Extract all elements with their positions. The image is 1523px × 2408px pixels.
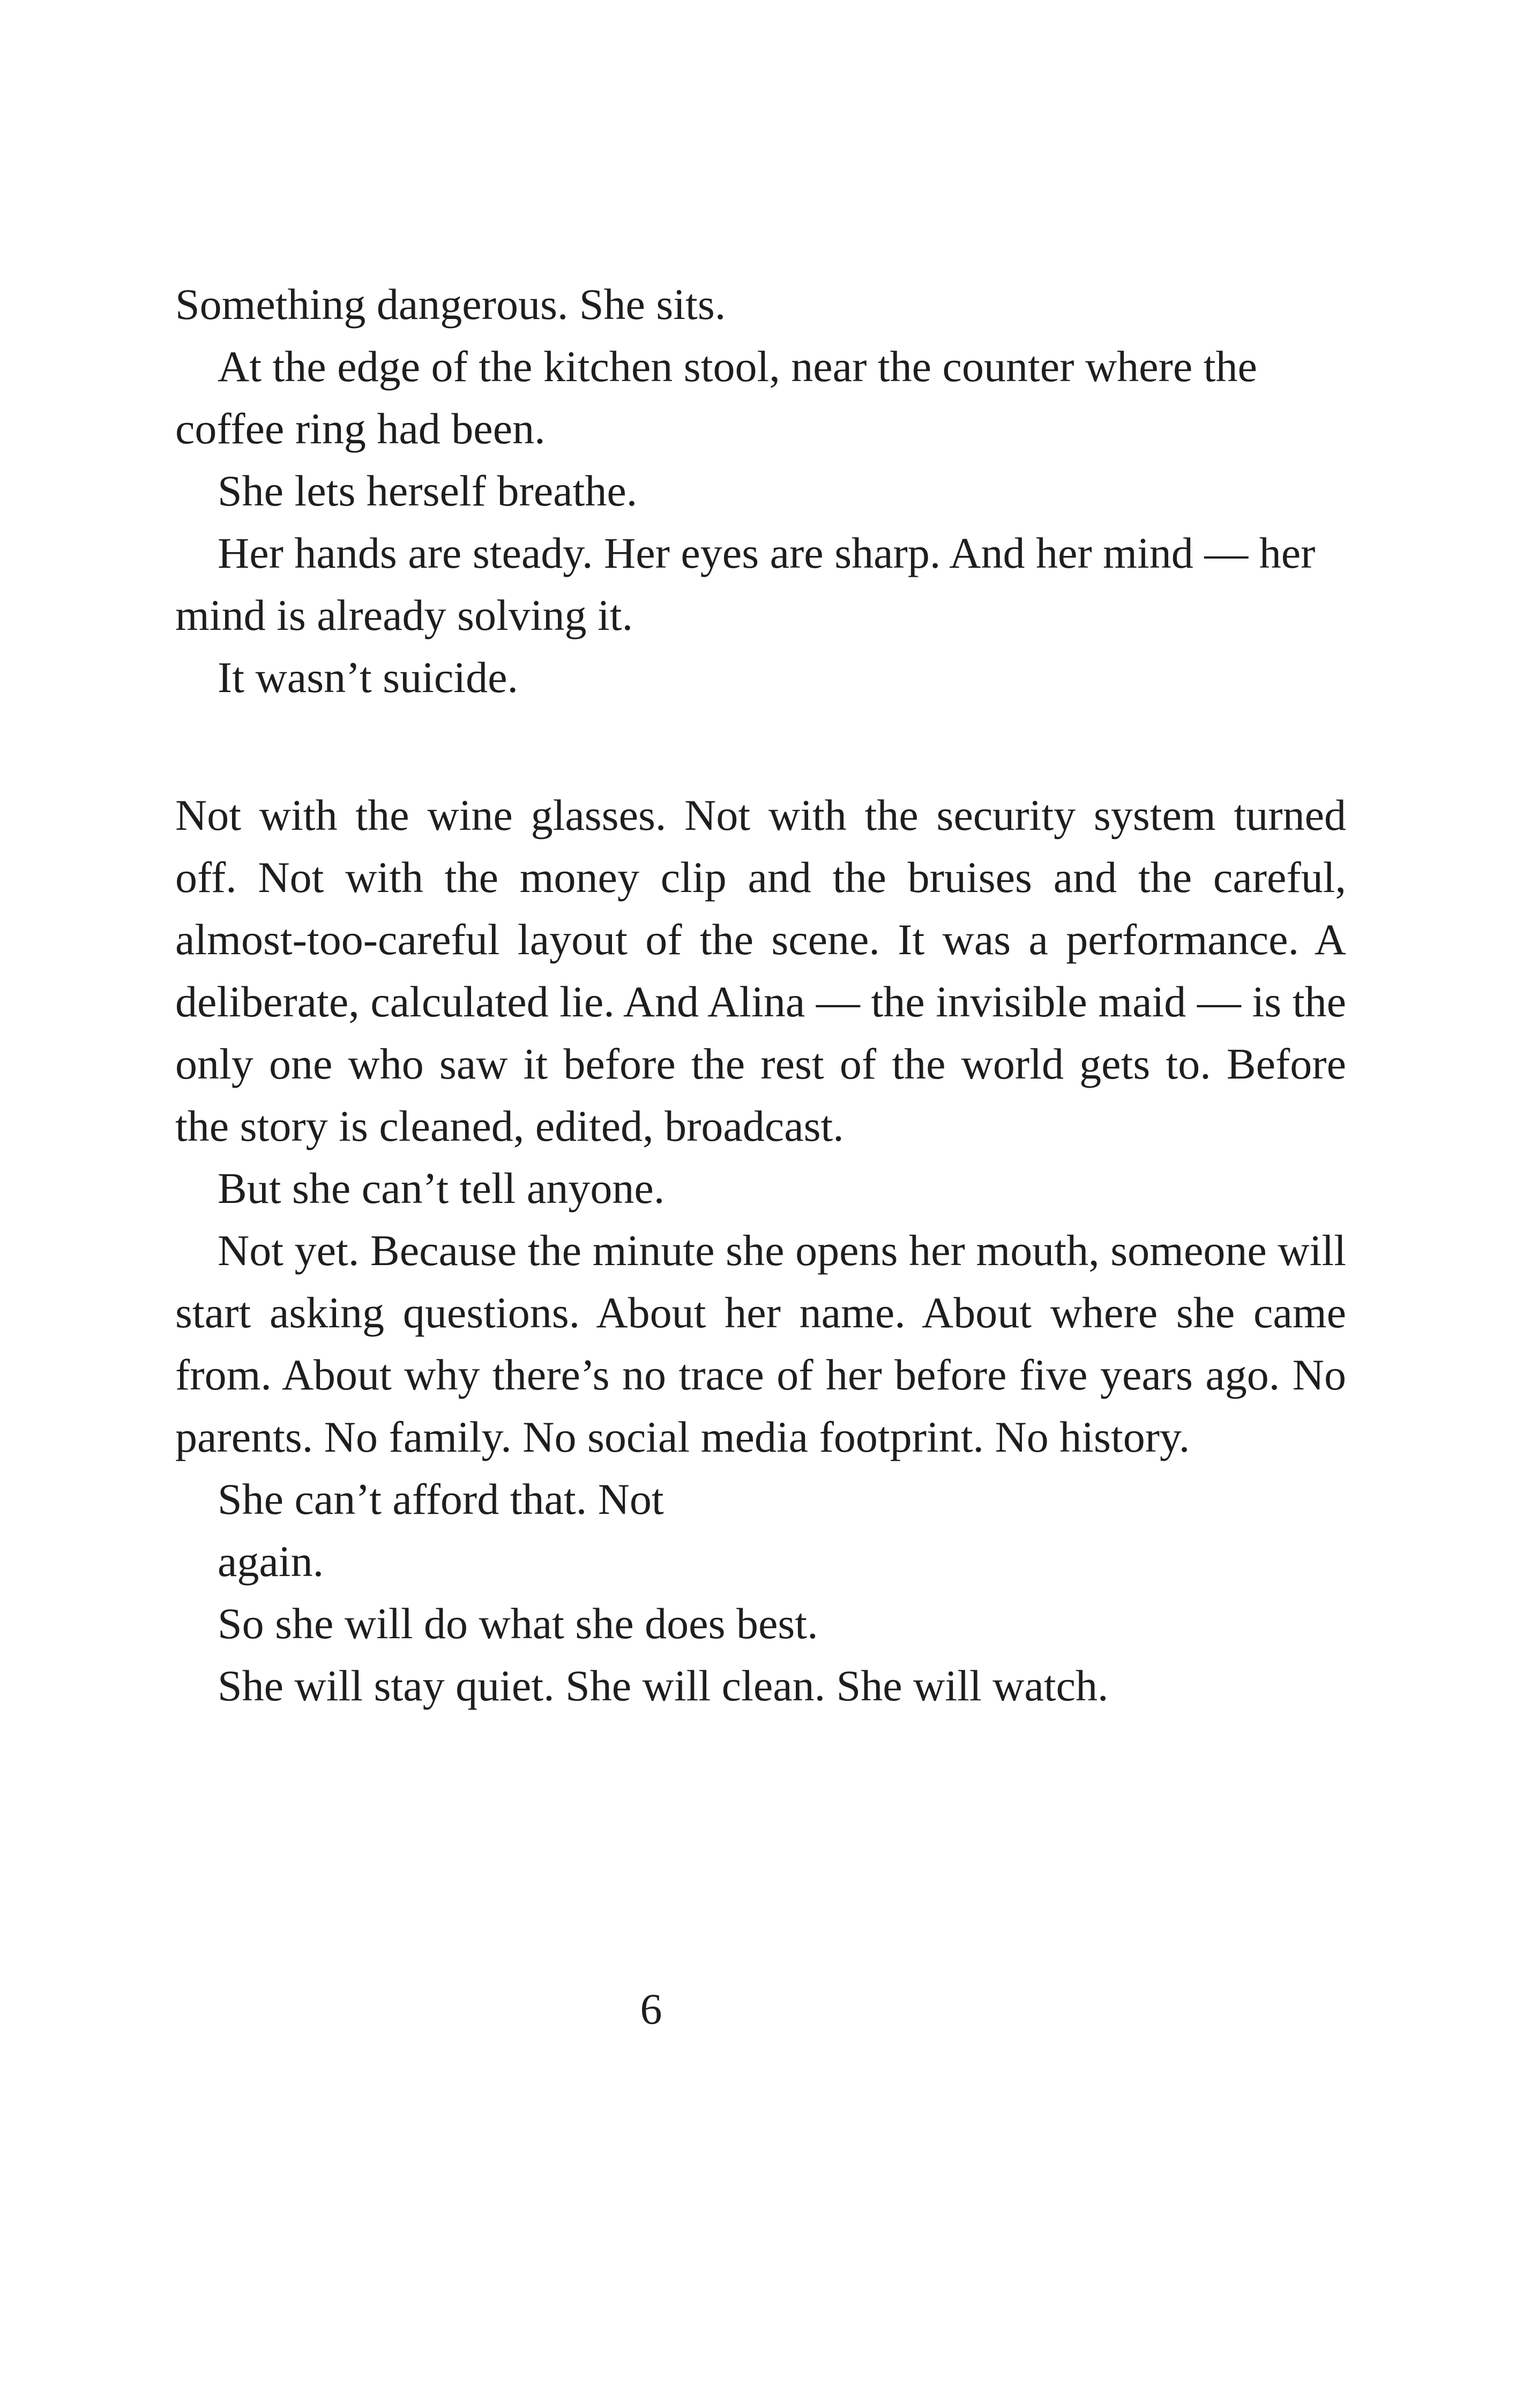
paragraph: Something dangerous. She sits.	[175, 280, 726, 329]
paragraph: She can’t afford that. Not	[218, 1475, 664, 1523]
paragraph: It wasn’t suicide.	[218, 653, 518, 702]
paragraph: Not with the wine glasses. Not with the security system turned off. Not with the money clip and the bruises and the careful, almost-too-careful layout of the scene. It was a performance. A deliberate, calculated lie. And Alina — the invisible maid — is the only one who saw it before the rest of the world gets to. Before the story is cleaned, edited, broadcast.	[175, 791, 1346, 1150]
paragraph: She lets herself breathe.	[218, 466, 638, 515]
paragraph: At the edge of the kitchen stool, near the counter where the coffee ring had been.	[175, 342, 1257, 453]
paragraph: Not yet. Because the minute she opens her mouth, someone will start asking questions. About her name. About where she came from. About why there’s no trace of her before five years ago. No parents. No family. No social media footprint. No history.	[175, 1226, 1346, 1461]
paragraph: But she can’t tell anyone.	[218, 1164, 665, 1213]
text-section-2	[175, 784, 1346, 1717]
paragraph: again.	[218, 1537, 324, 1586]
paragraph: Her hands are steady. Her eyes are sharp. And her mind — her mind is already solving it.	[175, 529, 1316, 640]
paragraph: She will stay quiet. She will clean. She will watch.	[218, 1661, 1109, 1710]
page-number: 6	[640, 1985, 662, 2033]
text-section-1	[175, 273, 1346, 709]
paragraph: So she will do what she does best.	[218, 1599, 818, 1648]
